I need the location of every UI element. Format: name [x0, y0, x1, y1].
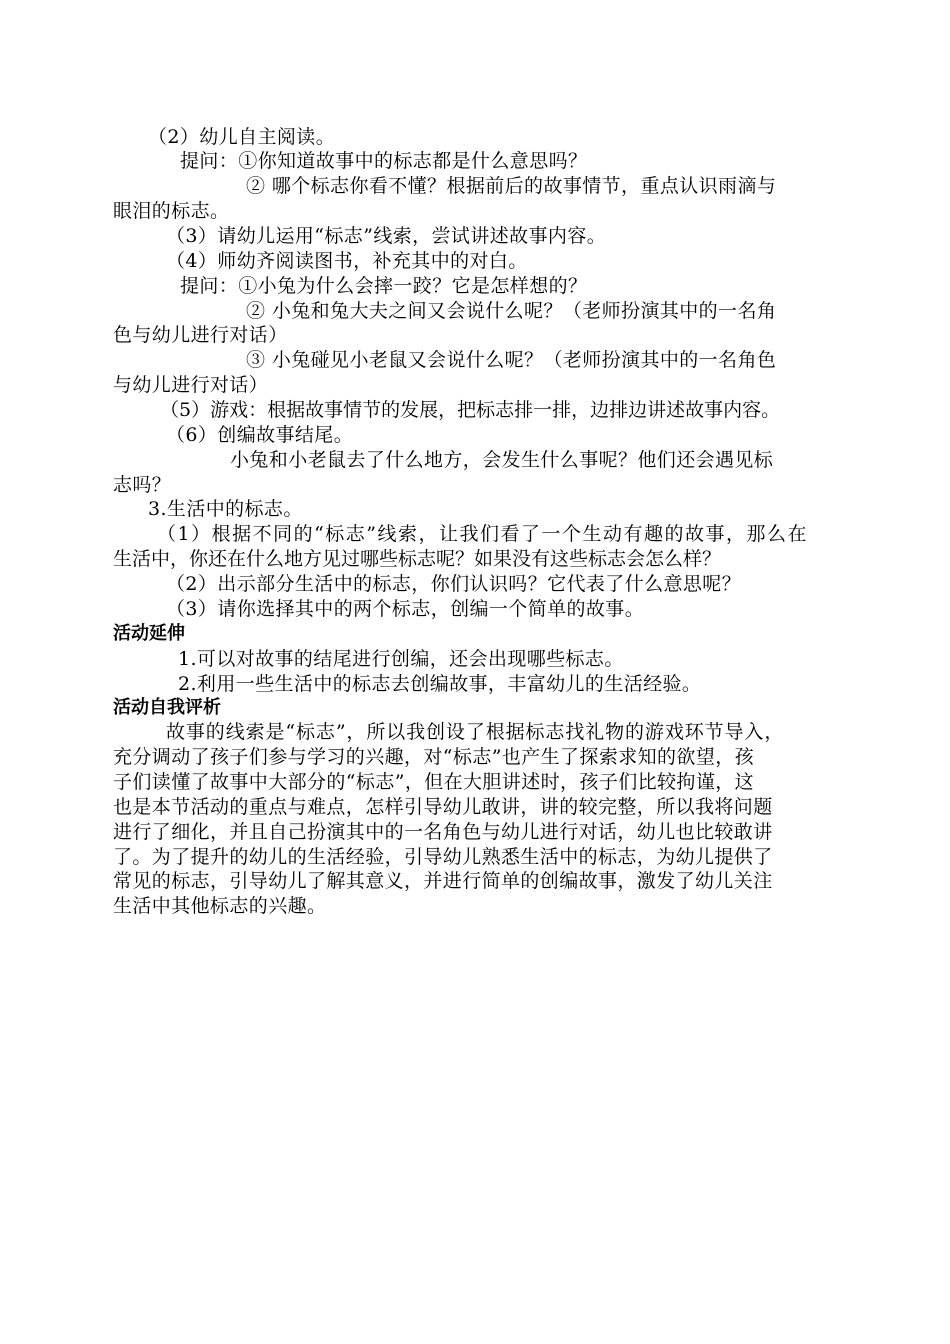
- reflection-line: 充分调动了孩子们参与学习的兴趣，对“标志”也产生了探索求知的欲望，孩: [113, 746, 755, 768]
- step-4-question-2: ② 小兔和兔大夫之间又会说什么呢？（老师扮演其中的一名角: [246, 300, 777, 322]
- step-3-line: （3）请幼儿运用“标志”线索，尝试讲述故事内容。: [166, 225, 607, 247]
- reflection-heading: 活动自我评析: [113, 697, 221, 718]
- step-2-question-2-cont: 眼泪的标志。: [113, 200, 230, 222]
- step-6-line: （6）创编故事结尾。: [166, 424, 354, 446]
- reflection-line: 生活中其他标志的兴趣。: [113, 895, 327, 917]
- reflection-line: 了。为了提升的幼儿的生活经验，引导幼儿熟悉生活中的标志，为幼儿提供了: [113, 846, 773, 868]
- step-6-text-cont: 志吗？: [113, 474, 172, 496]
- life-item-3: （3）请你选择其中的两个标志，创编一个简单的故事。: [166, 598, 645, 620]
- reflection-line: 故事的线索是“标志”，所以我创设了根据标志找礼物的游戏环节导入，: [166, 721, 785, 743]
- step-2-line: （2）幼儿自主阅读。: [148, 126, 336, 148]
- step-6-text: 小兔和小老鼠去了什么地方，会发生什么事呢？他们还会遇见标: [230, 449, 774, 471]
- life-signs-title: 3.生活中的标志。: [148, 498, 303, 520]
- step-5-line: （5）游戏：根据故事情节的发展，把标志排一排，边排边讲述故事内容。: [160, 399, 781, 421]
- reflection-line: 子们读懂了故事中大部分的“标志”，但在大胆讲述时，孩子们比较拘谨，这: [113, 771, 755, 793]
- life-item-1-cont: 生活中，你还在什么地方见过哪些标志呢？如果没有这些标志会怎么样？: [113, 548, 722, 570]
- extension-heading: 活动延伸: [113, 623, 185, 644]
- step-2-question-2: ② 哪个标志你看不懂？根据前后的故事情节，重点认识雨滴与: [246, 175, 777, 197]
- reflection-line: 常见的标志，引导幼儿了解其意义，并进行简单的创编故事，激发了幼儿关注: [113, 870, 773, 892]
- extension-item-2: 2.利用一些生活中的标志去创编故事，丰富幼儿的生活经验。: [178, 673, 702, 695]
- step-4-question-3-cont: 与幼儿进行对话）: [113, 374, 269, 396]
- step-2-question-1: 提问：①你知道故事中的标志都是什么意思吗？: [180, 150, 588, 172]
- reflection-line: 进行了细化，并且自己扮演其中的一名角色与幼儿进行对话，幼儿也比较敢讲: [113, 821, 773, 843]
- life-item-2: （2）出示部分生活中的标志，你们认识吗？它代表了什么意思呢？: [166, 573, 742, 595]
- extension-item-1: 1.可以对故事的结尾进行创编，还会出现哪些标志。: [178, 648, 624, 670]
- step-4-question-2-cont: 色与幼儿进行对话）: [113, 324, 288, 346]
- life-item-1: （1）根据不同的“标志”线索，让我们看了一个生动有趣的故事，那么在: [157, 523, 809, 545]
- step-4-question-1: 提问：①小兔为什么会摔一跤？它是怎样想的？: [180, 275, 588, 297]
- step-4-line: （4）师幼齐阅读图书，补充其中的对白。: [166, 250, 528, 272]
- step-4-question-3: ③ 小兔碰见小老鼠又会说什么呢？（老师扮演其中的一名角色: [246, 349, 777, 371]
- reflection-line: 也是本节活动的重点与难点，怎样引导幼儿敢讲，讲的较完整，所以我将问题: [113, 796, 773, 818]
